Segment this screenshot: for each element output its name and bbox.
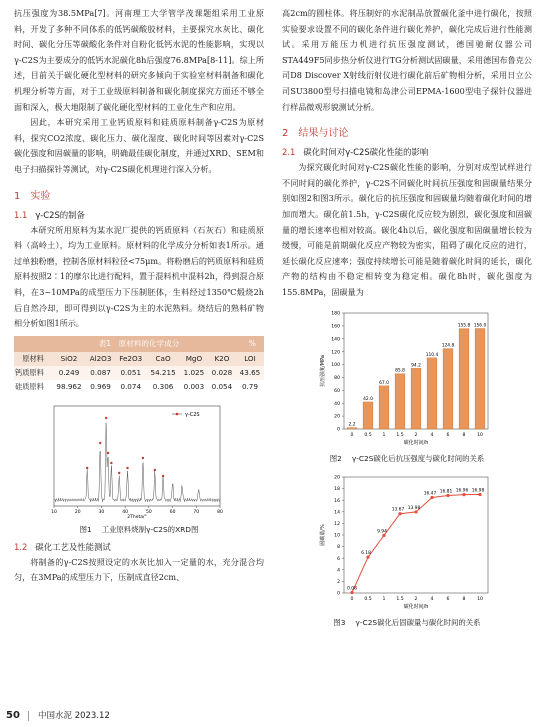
- section-heading: [14, 190, 264, 204]
- bar-value-label: 67.0: [379, 380, 389, 386]
- section-heading: [282, 127, 532, 141]
- page-number: 50: [6, 710, 20, 721]
- bar-value-label: 110.4: [425, 352, 439, 358]
- column-header: SiO2: [52, 352, 86, 366]
- table-cell: 钙质原料: [14, 366, 52, 380]
- x-axis-ticks: [51, 506, 223, 515]
- y-tick-label: 120: [331, 349, 340, 355]
- y-tick-label: 16: [334, 498, 340, 504]
- peak-marker: [107, 451, 109, 453]
- figure-title: 工业原料烧制γ-C2S的XRD图: [101, 524, 199, 534]
- bar: [443, 348, 453, 428]
- y-axis-label: 固碳量/%: [320, 523, 326, 546]
- table-cell: 0.051: [115, 366, 146, 380]
- section-number: 1: [14, 190, 21, 202]
- subsection-title: 碳化工艺及性能测试: [35, 541, 111, 552]
- table-caption: [14, 336, 264, 352]
- x-tick-label: 1.5: [396, 432, 404, 438]
- paragraph: 将制备的γ-C2S按照设定的水灰比加入一定量的水，充分混合均匀，在3MPa的成型压力下，压制成直径2cm、: [14, 556, 264, 583]
- xrd-trace: [54, 422, 220, 501]
- y-tick-label: 80: [334, 375, 340, 381]
- point-value-label: 16.81: [439, 489, 453, 495]
- paragraph: 本研究所用原料为某水泥厂提供的钙质原料（石灰石）和硅质原料（高岭土），均为工业原料。原材料的化学成分分析如表1所示。通过单独粉磨，控制各原材料粒径<75μm。将粉磨后的钙质原料和硅质原料按照2∶1的摩尔比进行配料，置于混料机中混料2h，得到混合原料，在3~10MPa的成型压力下压制胚体，生料经过1350℃煅烧2h后自然冷却，即可得到以γ-C2S为主的水泥熟料。烧结后的熟料矿物相分析如图1所示。: [14, 224, 264, 329]
- y-tick-label: 60: [334, 388, 340, 394]
- table-cell: 0.969: [90, 381, 111, 391]
- journal-name: 中国水泥 2023.12: [38, 711, 110, 721]
- table-row: [14, 380, 264, 394]
- carbon-uptake-line-chart: [282, 469, 532, 615]
- x-tick-label: 10: [477, 432, 483, 438]
- y-axis-label: 抗压强度/MPa: [320, 354, 326, 387]
- bar-value-label: 155.8: [457, 323, 471, 329]
- peak-marker: [110, 461, 112, 463]
- table-cell: 0.249: [52, 366, 86, 380]
- x-tick-label: 0.5: [364, 596, 372, 602]
- table-cell: 54.215: [146, 366, 180, 380]
- x-tick-label: 10: [51, 509, 57, 515]
- figure-caption: [14, 524, 264, 536]
- figure-number: 图1: [79, 524, 92, 534]
- point-value-label: 16.47: [423, 490, 437, 496]
- x-tick-label: 2: [414, 596, 418, 602]
- point-value-label: 16.96: [455, 488, 469, 494]
- section-title: 结果与讨论: [298, 128, 349, 140]
- y-tick-label: 160: [331, 323, 340, 329]
- x-tick-label: 1: [382, 432, 386, 438]
- x-tick-label: 30: [98, 509, 105, 515]
- y-tick-label: 100: [331, 362, 340, 368]
- page-footer: [0, 705, 544, 727]
- figure-caption: [282, 617, 532, 629]
- x-tick-label: 1.5: [396, 596, 404, 602]
- bar-value-label: 42.0: [363, 396, 373, 402]
- table-cell: 0.087: [86, 366, 115, 380]
- table-title: 表1 原材料的化学成分: [98, 338, 180, 348]
- y-tick-label: 18: [334, 486, 340, 492]
- paragraph: 为探究碳化时间对γ-C2S碳化性能的影响，分别对成型试样进行不同时间的碳化养护，γ-C2S不同碳化时间抗压强度和固碳量结果分别如图2和图3所示。碳化后的抗压强度和固碳量均随着碳化时间的增加而增大。碳化前1.5h，γ-C2S碳化反应较为剧烈，碳化强度和固碳量的增长速率也相对较高。碳化4h以后，碳化强度和固碳量增长较为缓慢，可能是前期碳化反应产物较为密实，阻碍了碳化反应的进行，延长碳化反应速率；强度持续增长可能是随着碳化时间的延长，碳化产物的结构由不稳定相转变为稳定相。碳化8h时，碳化强度为155.8MPa，固碳量为: [282, 162, 532, 297]
- y-tick-label: 12: [334, 521, 340, 527]
- figure-title: γ-C2S碳化后固碳量与碳化时间的关系: [355, 617, 481, 627]
- y-tick-label: 0: [337, 427, 340, 433]
- y-tick-label: 14: [334, 509, 340, 515]
- bar: [411, 368, 421, 429]
- x-tick-label: 4: [430, 596, 434, 602]
- table-unit: %: [248, 338, 256, 348]
- y-tick-label: 6: [337, 556, 340, 562]
- bar-value-label: 85.8: [395, 368, 405, 374]
- bar: [395, 373, 405, 428]
- bar-value-label: 2.2: [348, 422, 356, 428]
- point-value-label: 16.98: [471, 488, 485, 494]
- bar: [427, 357, 437, 428]
- legend-marker: [176, 412, 179, 415]
- x-tick-label: 1: [382, 596, 386, 602]
- point-value-label: 13.67: [391, 507, 405, 513]
- subsection-number: 2.1: [282, 147, 296, 158]
- table-cell: 98.962: [56, 381, 82, 391]
- column-header: MgO: [180, 352, 208, 366]
- y-tick-label: 140: [331, 336, 340, 342]
- x-tick-label: 60: [169, 509, 176, 515]
- table-cell: 硅质原料: [15, 381, 44, 391]
- x-tick-label: 2: [414, 432, 418, 438]
- subsection-title: γ-C2S的制备: [35, 209, 85, 220]
- bar: [347, 427, 357, 428]
- peak-marker: [142, 456, 144, 458]
- figure-title: γ-C2S碳化后抗压强度与碳化时间的关系: [351, 453, 485, 463]
- section-title: 实验: [30, 190, 51, 202]
- peak-marker: [105, 416, 107, 418]
- left-column: [14, 6, 264, 586]
- x-tick-label: 0.5: [364, 432, 372, 438]
- peak-marker: [99, 441, 101, 443]
- column-header: K2O: [208, 352, 236, 366]
- y-tick-label: 8: [337, 544, 340, 550]
- column-header: LOI: [236, 352, 264, 366]
- figure-number: 图2: [329, 453, 342, 463]
- figure-caption: [282, 453, 532, 465]
- x-tick-label: 50: [145, 509, 152, 515]
- subsection-heading: [14, 208, 264, 223]
- x-tick-label: 70: [193, 509, 200, 515]
- column-header: CaO: [146, 352, 180, 366]
- y-tick-label: 4: [337, 567, 340, 573]
- peak-marker: [86, 466, 88, 468]
- legend-label: γ-C2S: [185, 411, 200, 418]
- y-tick-label: 20: [334, 475, 340, 481]
- section-number: 2: [282, 128, 289, 140]
- footer-divider: [28, 711, 29, 721]
- column-header: Fe2O3: [115, 352, 146, 366]
- paragraph: 高2cm的圆柱体。将压制好的水泥制品放置碳化釜中进行碳化，按照实验要求设置不同的碳化条件进行碳化养护，碳化完成后进行性能测试。采用万能压力机进行抗压强度测试，德国驰耐仪器公司STA449F5同步热分析仪进行TG分析测试固碳量，采用德国布鲁克公司D8 Discover X射线衍射仪进行碳化前后矿物相分析，采用日立公司SU3800型号扫描电镜和岛津公司EPMA-1600型电子探针仪器进行样品微观形貌测试分析。: [282, 8, 532, 112]
- table-cell: 0.306: [152, 381, 174, 391]
- point-value-label: 9.94: [377, 528, 387, 534]
- y-tick-label: 40: [334, 401, 340, 407]
- x-axis-label: 碳化时间/h: [403, 603, 429, 610]
- table-cell: 0.054: [211, 381, 233, 391]
- peak-marker: [154, 468, 156, 470]
- bar: [475, 328, 485, 429]
- bar: [459, 328, 469, 428]
- x-tick-label: 8: [462, 432, 466, 438]
- x-axis-label: 碳化时间/h: [403, 439, 429, 446]
- paragraph: 抗压强度为38.5MPa[7]。河南理工大学管学茂课题组采用工业原料，开发了多种不同体系的低钙碳酸胶材料，主要探究水灰比、碳化时间、碳化分压等碳酸化条件对自粉化低钙水泥的性能影响，实现以γ-C2S为主要成分的低钙水泥碳化8h后强度76.8MPa[8-11]。综上所述，目前关于碳化硬化型材料的研究多倾向于实验室材料制备和碳化机理分析等方面，对于工业级原料制备和碳化制度探究方面还不够全面和深入，极大地限制了碳化硬化型材料的工业化生产和应用。: [14, 8, 264, 112]
- x-tick-label: 80: [217, 509, 223, 515]
- subsection-number: 1.2: [14, 541, 28, 552]
- xrd-figure: [14, 400, 264, 522]
- bar: [379, 385, 389, 428]
- figure-number: 图3: [333, 617, 346, 627]
- chemical-composition-table: [14, 336, 264, 394]
- table-cell: 43.65: [236, 366, 264, 380]
- y-tick-label: 0: [337, 591, 340, 597]
- peak-marker: [118, 471, 120, 473]
- point-value-label: 13.98: [407, 505, 421, 511]
- bar-value-label: 94.2: [411, 362, 421, 368]
- y-tick-label: 20: [334, 414, 340, 420]
- y-tick-label: 180: [331, 311, 340, 317]
- strength-bar-chart: [282, 305, 532, 451]
- bar-value-label: 124.8: [441, 343, 455, 349]
- y-tick-label: 10: [334, 533, 340, 539]
- column-header: 原材料: [14, 352, 52, 366]
- subsection-title: 碳化时间对γ-C2S碳化性能的影响: [303, 147, 429, 158]
- plot-frame: [54, 406, 220, 506]
- bar-value-label: 156.0: [473, 322, 487, 328]
- x-tick-label: 4: [430, 432, 434, 438]
- table-cell: 0.074: [120, 381, 142, 391]
- table-cell: 0.79: [241, 381, 258, 391]
- right-column: [282, 6, 532, 633]
- table-cell: 1.025: [180, 366, 208, 380]
- peak-marker: [126, 466, 128, 468]
- x-tick-label: 6: [446, 596, 450, 602]
- table-header-row: [14, 352, 264, 366]
- x-tick-label: 20: [74, 509, 81, 515]
- point-value-label: 6.18: [361, 550, 371, 556]
- x-tick-label: 40: [122, 509, 129, 515]
- bar: [363, 401, 373, 428]
- xrd-legend: [172, 412, 200, 418]
- paragraph: 因此，本研究采用工业钙质原料和硅质原料制备γ-C2S为原材料，探究CO2浓度、碳化压力、碳化湿度、碳化时间等因素对γ-C2S碳化强度和固碳量的影响，明确最佳碳化制度，并通过XRD、SEM和电子扫描探针等测试，对γ-C2S碳化机理进行深入分析。: [14, 117, 264, 174]
- table-row: [14, 366, 264, 380]
- x-tick-label: 6: [446, 432, 450, 438]
- subsection-heading: [14, 540, 264, 555]
- table-cell: 0.003: [183, 381, 205, 391]
- peak-marker: [162, 474, 164, 476]
- y-tick-label: 2: [337, 579, 340, 585]
- subsection-heading: [282, 145, 532, 160]
- x-tick-label: 10: [477, 596, 483, 602]
- x-tick-label: 0: [350, 596, 354, 602]
- table-cell: 0.028: [208, 366, 236, 380]
- x-axis-label: 2Theta/°: [127, 514, 147, 520]
- x-tick-label: 0: [350, 432, 354, 438]
- point-value-label: 0.08: [347, 586, 357, 592]
- x-tick-label: 8: [462, 596, 466, 602]
- column-header: Al2O3: [86, 352, 115, 366]
- subsection-number: 1.1: [14, 209, 28, 220]
